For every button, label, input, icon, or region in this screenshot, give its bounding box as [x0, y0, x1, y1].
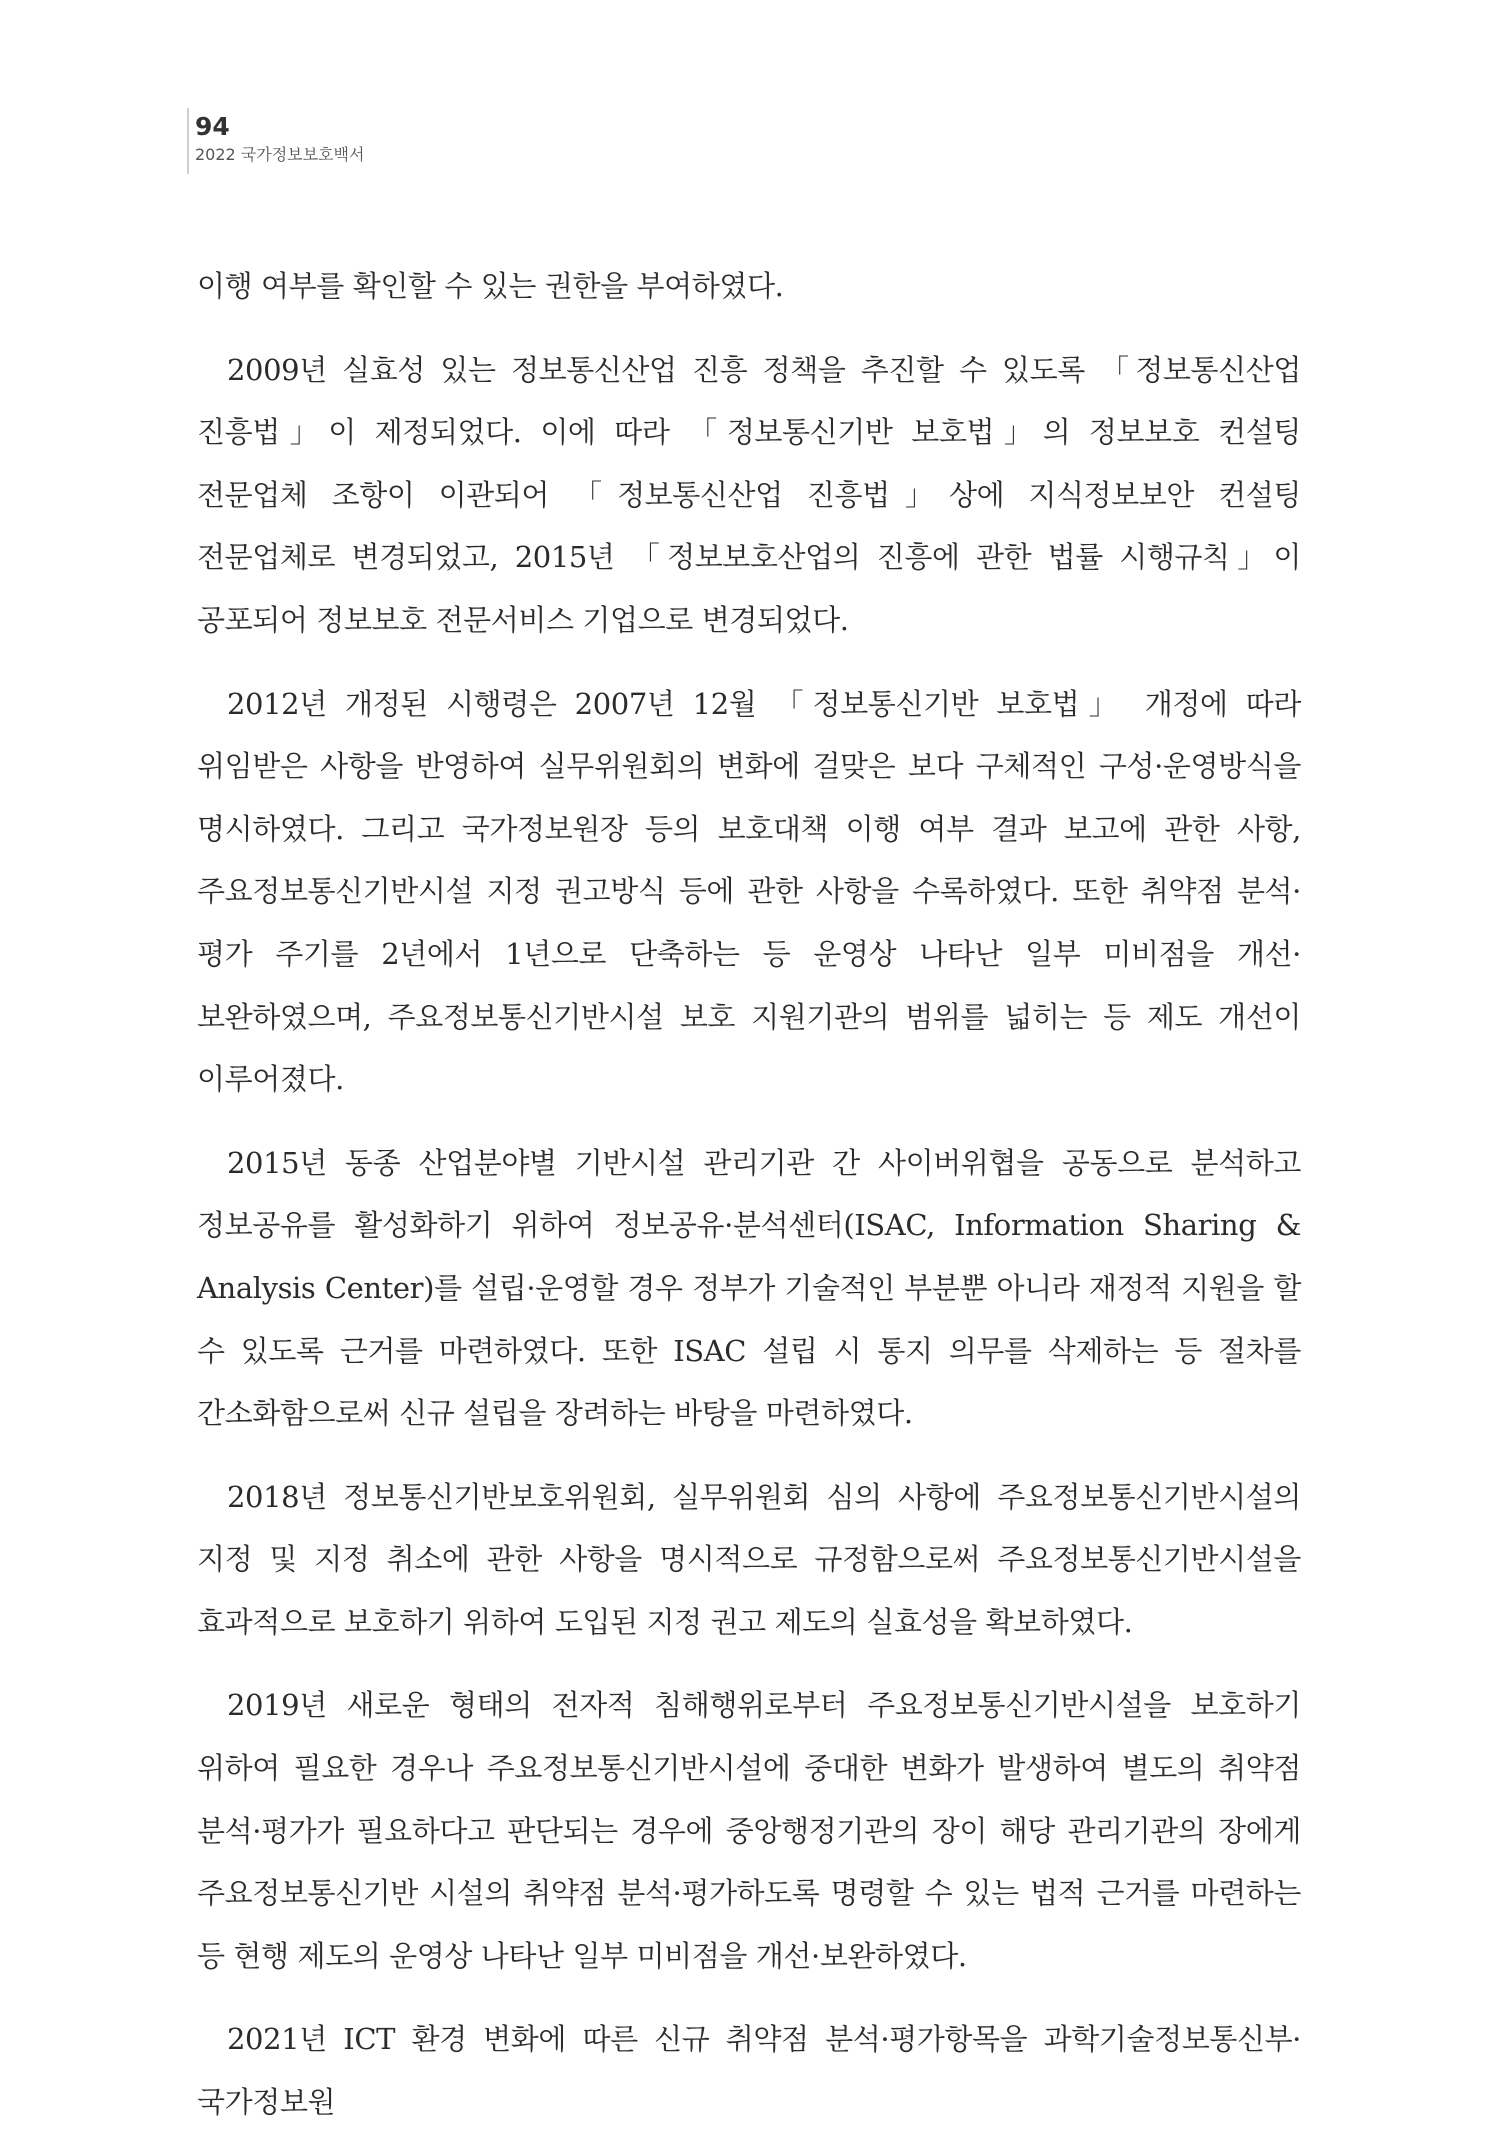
header-divider	[187, 108, 189, 174]
paragraph: 이행 여부를 확인할 수 있는 권한을 부여하였다.	[197, 269, 784, 303]
page-header	[195, 112, 364, 166]
running-title: 2022 국가정보보호백서	[195, 145, 365, 164]
paragraph: 2012년 개정된 시행령은 2007년 12월 「정보통신기반 보호법」 개정에 따라 위임받은 사항을 반영하여 실무위원회의 변화에 걸맞은 보다 구체적인 구성·운영방식을 명시하였다. 그리고 국가정보원장 등의 보호대책 이행 여부 결과 보고에 관한 사항, 주요정보통신기반시설 지정 권고방식 등에 관한 사항을 수록하였다. 또한 취약점 분석·평가 주기를 2년에서 1년으로 단축하는 등 운영상 나타난 일부 미비점을 개선·보완하였으며, 주요정보통신기반시설 보호 지원기관의 범위를 넓히는 등 제도 개선이 이루어졌다.	[197, 686, 1301, 1097]
page-number: 94	[195, 112, 230, 141]
paragraph: 2019년 새로운 형태의 전자적 침해행위로부터 주요정보통신기반시설을 보호하기 위하여 필요한 경우나 주요정보통신기반시설에 중대한 변화가 발생하여 별도의 취약점 분석·평가가 필요하다고 판단되는 경우에 중앙행정기관의 장이 해당 관리기관의 장에게 주요정보통신기반 시설의 취약점 분석·평가하도록 명령할 수 있는 법적 근거를 마련하는 등 현행 제도의 운영상 나타난 일부 미비점을 개선·보완하였다.	[197, 1688, 1301, 1973]
paragraph: 2009년 실효성 있는 정보통신산업 진흥 정책을 추진할 수 있도록 「정보통신산업 진흥법」이 제정되었다. 이에 따라 「정보통신기반 보호법」의 정보보호 컨설팅 전문업체 조항이 이관되어 「정보통신산업 진흥법」상에 지식정보보안 컨설팅 전문업체로 변경되었고, 2015년 「정보보호산업의 진흥에 관한 법률 시행규칙」이 공포되어 정보보호 전문서비스 기업으로 변경되었다.	[197, 352, 1301, 637]
paragraph: 2018년 정보통신기반보호위원회, 실무위원회 심의 사항에 주요정보통신기반시설의 지정 및 지정 취소에 관한 사항을 명시적으로 규정함으로써 주요정보통신기반시설을 효과적으로 보호하기 위하여 도입된 지정 권고 제도의 실효성을 확보하였다.	[197, 1479, 1301, 1639]
body-text	[197, 255, 1301, 2155]
paragraph: 2015년 동종 산업분야별 기반시설 관리기관 간 사이버위협을 공동으로 분석하고 정보공유를 활성화하기 위하여 정보공유·분석센터(ISAC, Information Sharing & Analysis Center)를 설립·운영할 경우 정부가 기술적인 부분뿐 아니라 재정적 지원을 할 수 있도록 근거를 마련하였다. 또한 ISAC 설립 시 통지 의무를 삭제하는 등 절차를 간소화함으로써 신규 설립을 장려하는 바탕을 마련하였다.	[197, 1145, 1301, 1431]
paragraph: 2021년 ICT 환경 변화에 따른 신규 취약점 분석·평가항목을 과학기술정보통신부·국가정보원	[197, 2022, 1301, 2120]
